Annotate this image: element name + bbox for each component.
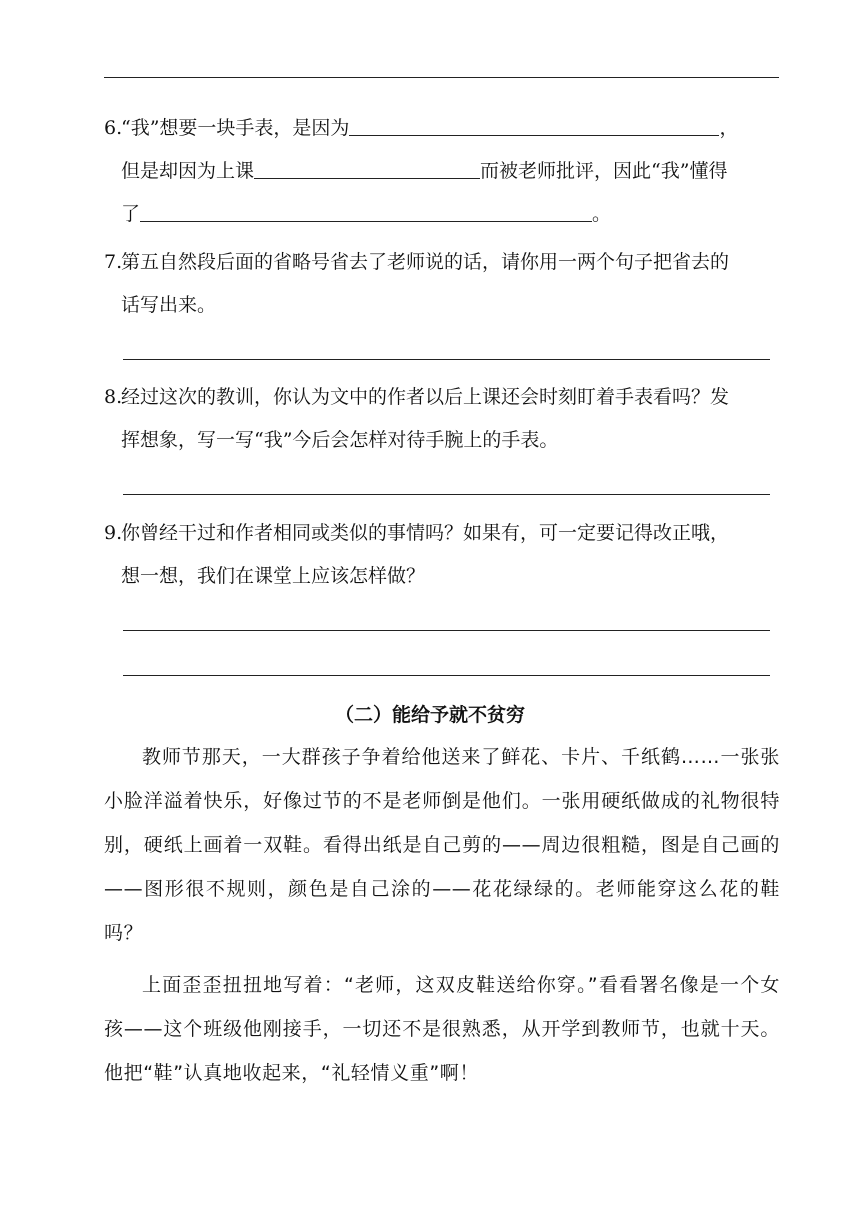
- header-rule: [104, 77, 779, 78]
- q6-text-4: 了: [121, 203, 141, 225]
- q6-comma: ，: [719, 117, 739, 139]
- q9-answer-line-1[interactable]: [123, 630, 770, 631]
- section-title: （二）能给予就不贫穷: [334, 704, 525, 726]
- q8-number: 8.: [104, 386, 123, 408]
- q7-line-1: [104, 241, 784, 284]
- q8-line-1: [104, 376, 784, 419]
- q6-line-3: [104, 193, 784, 236]
- question-9: [104, 512, 784, 598]
- q6-number: 6.: [104, 117, 123, 139]
- q6-line-1: [104, 107, 784, 150]
- q7-text-1: 第五自然段后面的省略号省去了老师说的话，请你用一两个句子把省去的: [121, 251, 730, 273]
- q9-number: 9.: [104, 522, 123, 544]
- question-6: [104, 107, 784, 236]
- q7-line-2: 话写出来。: [121, 294, 217, 316]
- q8-text-1: 经过这次的教训，你认为文中的作者以后上课还会时刻盯着手表看吗？发: [121, 386, 730, 408]
- q9-text-1: 你曾经干过和作者相同或类似的事情吗？如果有，可一定要记得改正哦，: [121, 522, 730, 544]
- question-7: [104, 241, 784, 327]
- q9-line-1: [104, 512, 784, 555]
- q8-answer-line[interactable]: [123, 494, 770, 495]
- q6-line-2: [104, 150, 784, 193]
- q6-blank-class[interactable]: [254, 158, 480, 179]
- q7-number: 7.: [104, 251, 123, 273]
- question-8: [104, 376, 784, 462]
- q6-period: 。: [592, 203, 612, 225]
- q6-blank-learned[interactable]: [140, 201, 592, 222]
- passage-paragraph-2: 上面歪歪扭扭地写着：“老师，这双皮鞋送给你穿。”看看署名像是一个女孩——这个班级他刚接手，一切还不是很熟悉，从开学到教师节，也就十天。他把“鞋”认真地收起来，“礼轻情义重”啊！: [104, 974, 780, 1084]
- passage-paragraph-1: 教师节那天，一大群孩子争着给他送来了鲜花、卡片、千纸鹤……一张张小脸洋溢着快乐，好像过节的不是老师倒是他们。一张用硬纸做成的礼物很特别，硬纸上画着一双鞋。看得出纸是自己剪的——周边很粗糙，图是自己画的——图形很不规则，颜色是自己涂的——花花绿绿的。老师能穿这么花的鞋吗？: [104, 746, 780, 944]
- q6-text-1: “我”想要一块手表，是因为: [121, 117, 350, 139]
- q9-line-2: 想一想，我们在课堂上应该怎样做？: [121, 565, 426, 587]
- q9-answer-line-2[interactable]: [123, 675, 770, 676]
- q8-line-2: 挥想象，写一写“我”今后会怎样对待手腕上的手表。: [121, 429, 559, 451]
- q6-text-3: 而被老师批评，因此“我”懂得: [480, 160, 728, 182]
- q6-blank-reason[interactable]: [349, 115, 719, 136]
- q7-answer-line[interactable]: [123, 359, 770, 360]
- q6-text-2: 但是却因为上课: [121, 160, 255, 182]
